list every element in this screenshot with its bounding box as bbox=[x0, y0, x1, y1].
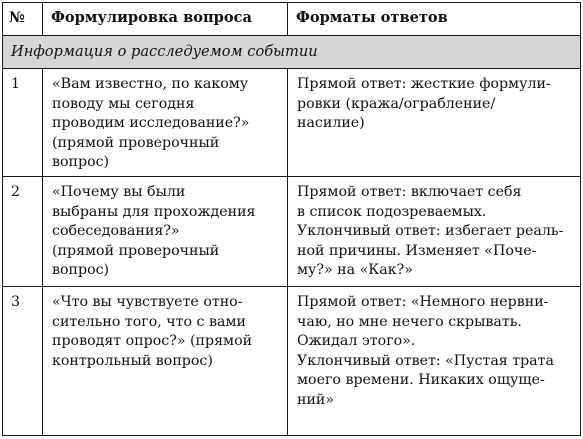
answer-line: ровки (кража/ограбление/ bbox=[297, 95, 496, 112]
answer-line: ний» bbox=[297, 391, 335, 408]
section-row bbox=[3, 36, 581, 69]
section-title: Информация о расследуемом событии bbox=[3, 36, 581, 69]
row-number: 3 bbox=[3, 287, 43, 436]
question-line: (прямой проверочный bbox=[52, 134, 220, 151]
answer-line: Уклончивый ответ: избегает реаль- bbox=[297, 223, 564, 239]
question-line: (прямой проверочный bbox=[52, 242, 220, 259]
answer-cell bbox=[288, 69, 581, 177]
answer-line: Прямой ответ: «Немного нервни- bbox=[297, 294, 549, 310]
table-row bbox=[3, 69, 581, 177]
answer-line: Прямой ответ: жесткие формули- bbox=[297, 76, 551, 92]
question-line: вопрос) bbox=[52, 262, 110, 278]
question-line: «Что вы чувствуете отно- bbox=[52, 294, 243, 310]
question-line: «Вам известно, по какому bbox=[52, 76, 249, 92]
table-header-row bbox=[3, 3, 581, 36]
question-line: контрольный вопрос) bbox=[52, 352, 213, 369]
question-line: проводят опрос?» (прямой bbox=[52, 333, 253, 349]
question-line: сительно того, что с вами bbox=[52, 313, 246, 330]
row-number: 2 bbox=[3, 177, 43, 287]
answer-line: в список подозреваемых. bbox=[297, 203, 487, 220]
answer-line: Прямой ответ: включает себя bbox=[297, 184, 522, 200]
answer-cell bbox=[288, 177, 581, 287]
question-line: проводим исследование?» bbox=[52, 115, 250, 131]
header-question-wording: Формулировка вопроса bbox=[43, 3, 288, 36]
question-line: вопрос) bbox=[52, 154, 110, 170]
answer-line: му?» на «Как?» bbox=[297, 262, 413, 278]
question-line: выбраны для прохождения bbox=[52, 203, 256, 220]
interview-question-table bbox=[2, 2, 581, 436]
question-line: поводу мы сегодня bbox=[52, 95, 195, 112]
answer-line: Уклончивый ответ: «Пустая трата bbox=[297, 352, 554, 369]
row-number: 1 bbox=[3, 69, 43, 177]
answer-line: моего времени. Никаких ощуще- bbox=[297, 372, 545, 388]
answer-line: Ожидал этого». bbox=[297, 333, 416, 349]
question-cell bbox=[43, 69, 288, 177]
question-line: собеседования?» bbox=[52, 223, 180, 239]
question-cell bbox=[43, 287, 288, 436]
table-row bbox=[3, 287, 581, 436]
table-row bbox=[3, 177, 581, 287]
answer-line: чаю, но мне нечего скрывать. bbox=[297, 313, 522, 330]
answer-cell bbox=[288, 287, 581, 436]
answer-line: насилие) bbox=[297, 115, 365, 131]
question-cell bbox=[43, 177, 288, 287]
header-answer-formats: Форматы ответов bbox=[288, 3, 581, 36]
header-number: № bbox=[3, 3, 43, 36]
answer-line: ной причины. Изменяет «Поче- bbox=[297, 242, 537, 259]
question-line: «Почему вы были bbox=[52, 184, 186, 200]
